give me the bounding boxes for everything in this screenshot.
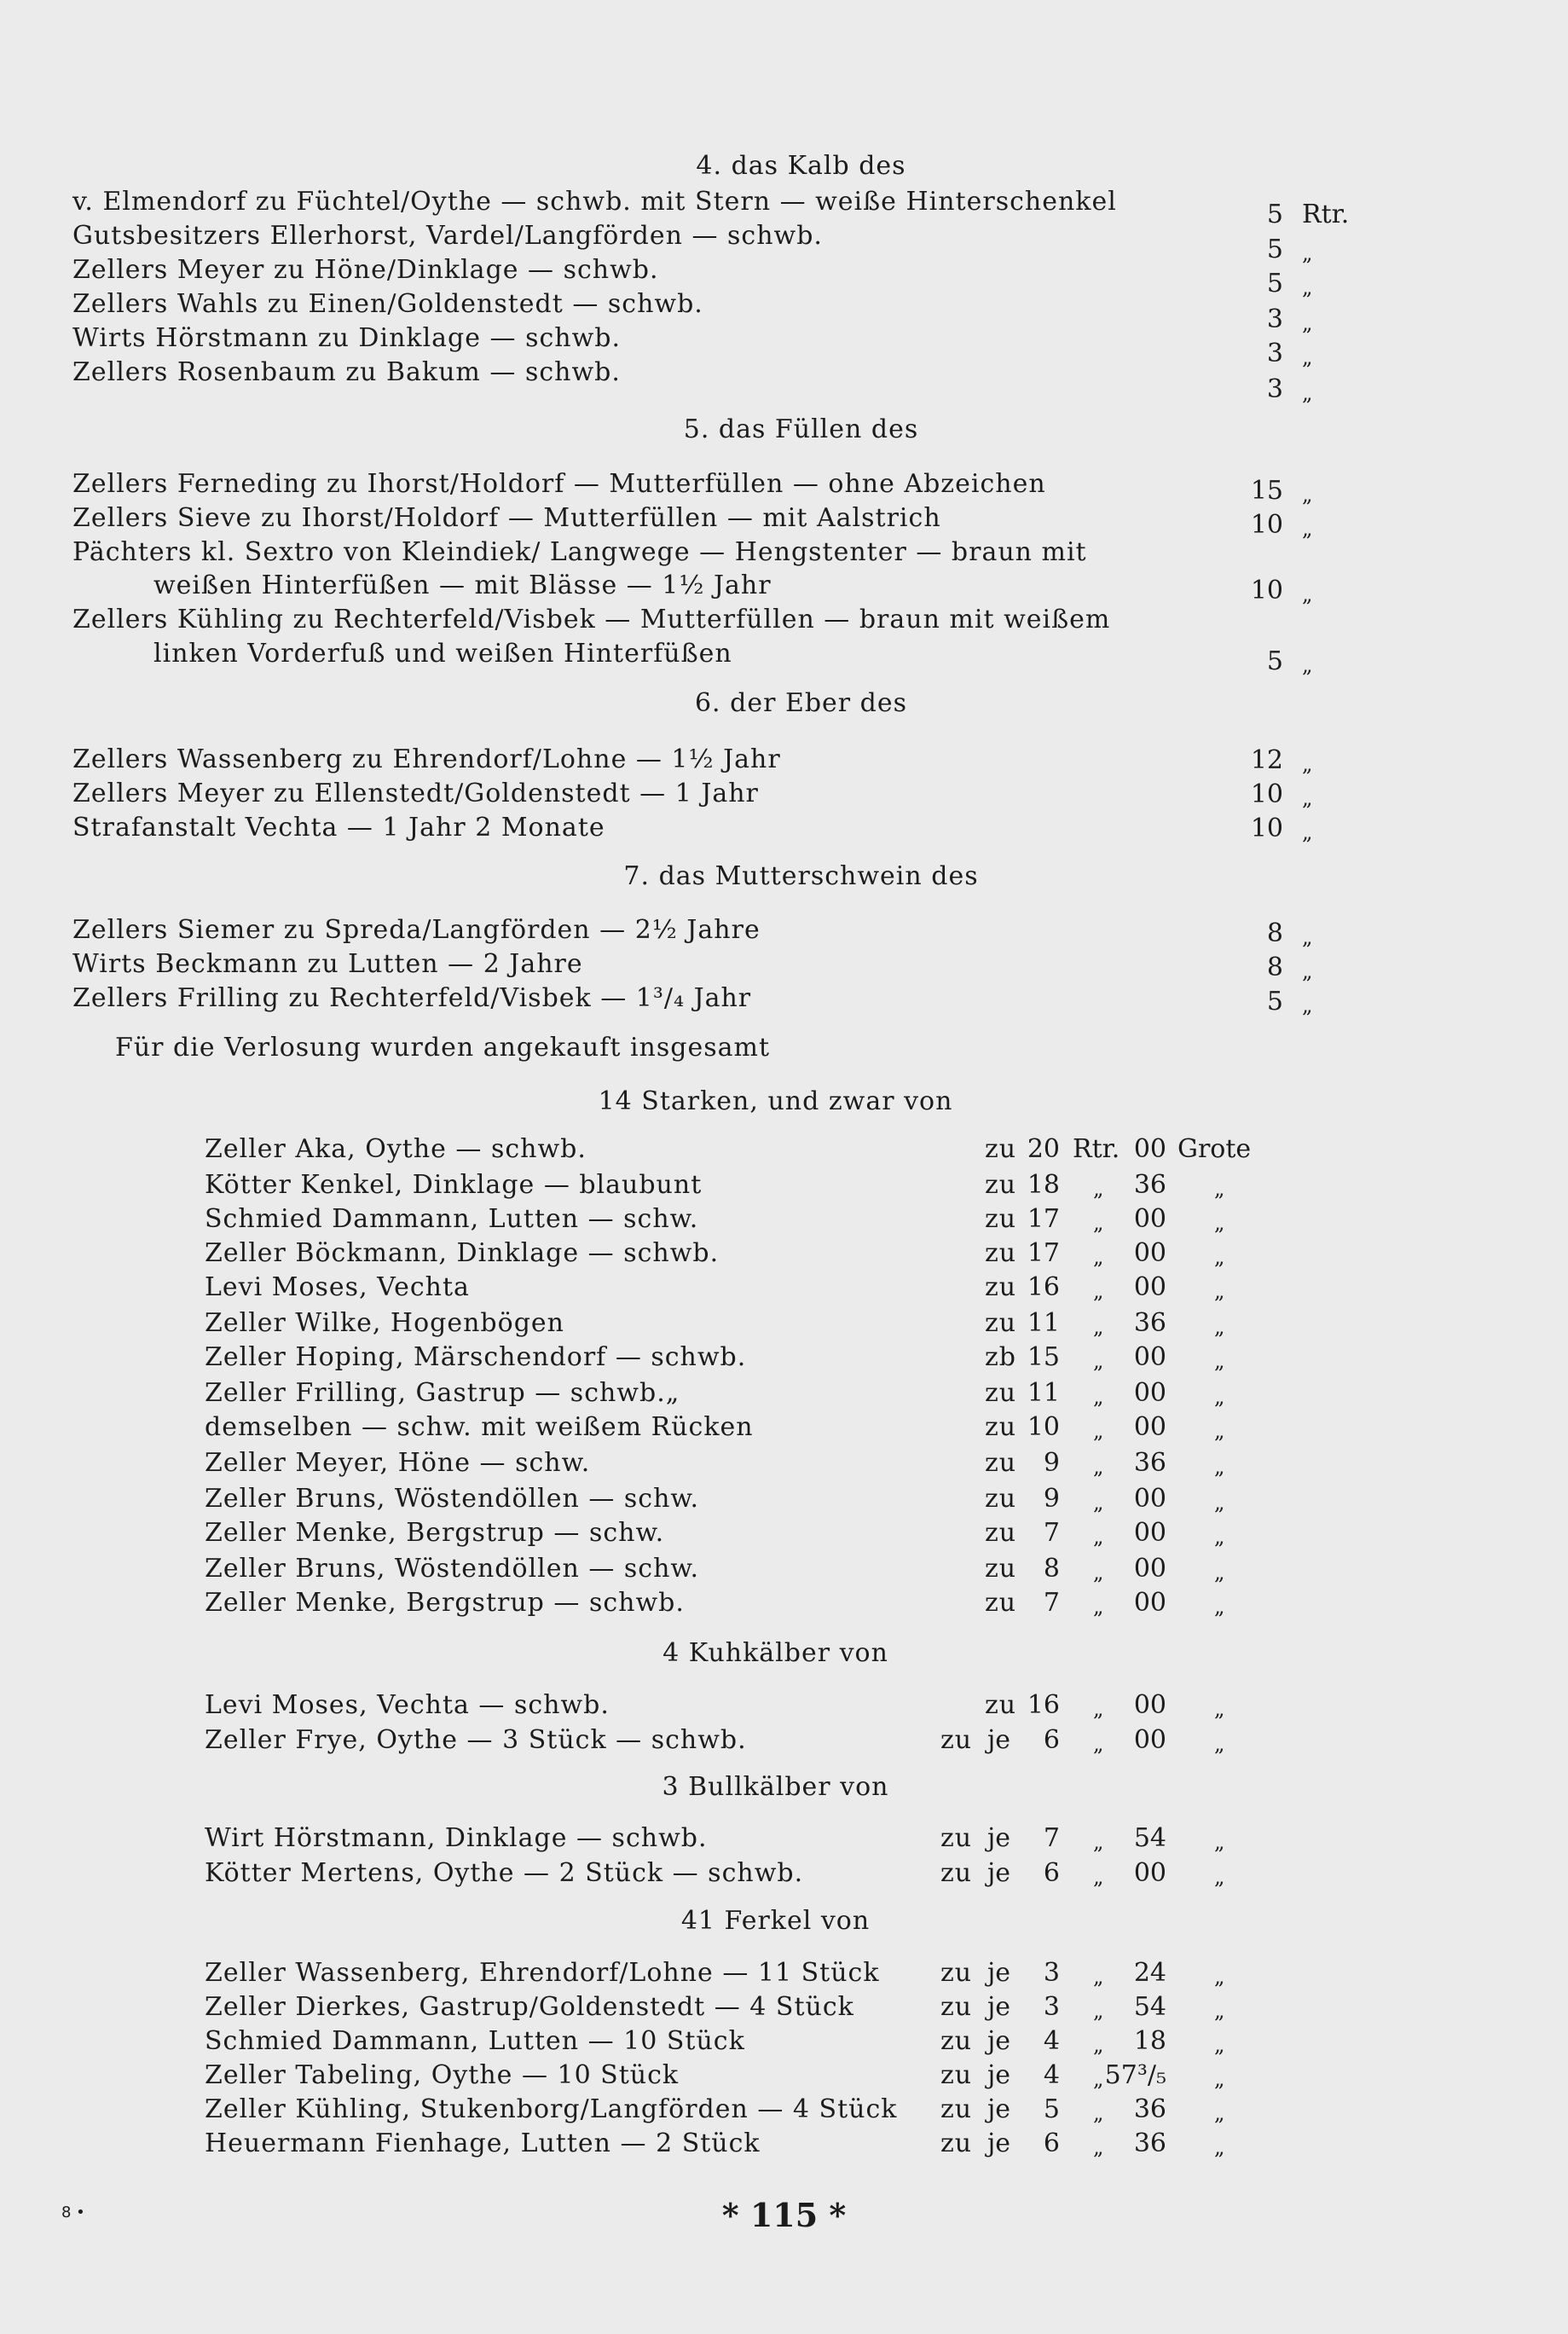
entry-value: 8 <box>1266 918 1283 948</box>
price-reichstaler: 8 <box>1043 1554 1060 1584</box>
section-heading: 4. das Kalb des <box>696 151 906 181</box>
intro-text: Für die Verlosung wurden angekauft insgesamt <box>115 1033 770 1063</box>
price-reichstaler-unit: „ <box>1093 1697 1104 1721</box>
price-prefix: zu <box>985 1204 1017 1234</box>
price-reichstaler: 16 <box>1027 1272 1060 1302</box>
entry-unit: „ <box>1302 993 1313 1017</box>
purchase-entry <box>205 1132 1296 1167</box>
entry-continuation: linken Vorderfuß und weißen Hinterfüßen <box>153 639 732 669</box>
prize-entry <box>72 185 1370 229</box>
price-grote-unit: „ <box>1214 1595 1225 1619</box>
entry-unit: „ <box>1302 483 1313 507</box>
price-grote-unit: „ <box>1214 2135 1225 2159</box>
price-reichstaler: 9 <box>1043 1448 1060 1478</box>
price-reichstaler-unit: „ <box>1093 1732 1104 1756</box>
price-grote: 00 <box>1133 1554 1166 1584</box>
price-prefix: zu <box>985 1412 1017 1442</box>
entry-value: 10 <box>1250 576 1283 605</box>
price-prefix: zu <box>940 1858 973 1888</box>
entry-text: Zellers Meyer zu Ellenstedt/Goldenstedt — 1 Jahr <box>72 779 759 808</box>
purchase-entry <box>205 2093 1296 2127</box>
price-reichstaler: 3 <box>1043 1992 1060 2022</box>
price-grote: 54 <box>1133 1823 1166 1853</box>
price-reichstaler-unit: „ <box>1093 1419 1104 1443</box>
price-reichstaler: 16 <box>1027 1690 1060 1720</box>
entry-unit: „ <box>1302 786 1313 810</box>
price-reichstaler: 17 <box>1027 1238 1060 1268</box>
price-reichstaler: 7 <box>1043 1588 1060 1618</box>
entry-value: 5 <box>1266 646 1283 676</box>
price-reichstaler-unit: „ <box>1093 2101 1104 2125</box>
entry-text: Zeller Frye, Oythe — 3 Stück — schwb. <box>205 1725 747 1755</box>
entry-text: Schmied Dammann, Lutten — schw. <box>205 1204 699 1234</box>
entry-text: Gutsbesitzers Ellerhorst, Vardel/Langförden — schwb. <box>72 221 823 251</box>
price-reichstaler-unit: „ <box>1093 2067 1104 2091</box>
price-grote: 36 <box>1133 1448 1166 1478</box>
entry-value: 5 <box>1266 235 1283 264</box>
price-prefix: zu <box>940 1823 973 1853</box>
price-each: je <box>987 2128 1011 2158</box>
purchase-entry <box>205 1516 1296 1550</box>
entry-unit: „ <box>1302 517 1313 541</box>
purchase-entry <box>205 1586 1296 1620</box>
purchase-entry <box>205 1410 1296 1445</box>
price-prefix: zu <box>985 1238 1017 1268</box>
purchase-entry <box>205 1306 1296 1341</box>
entry-unit: „ <box>1302 925 1313 949</box>
prize-entry <box>72 777 1370 811</box>
entry-value: 5 <box>1266 987 1283 1016</box>
price-each: je <box>987 1858 1011 1888</box>
price-prefix: zu <box>985 1308 1017 1338</box>
price-reichstaler: 10 <box>1027 1412 1060 1442</box>
entry-value: 10 <box>1250 814 1283 843</box>
price-reichstaler-unit: „ <box>1093 1595 1104 1619</box>
price-reichstaler: 3 <box>1043 1958 1060 1988</box>
price-grote-unit: „ <box>1214 1315 1225 1339</box>
price-grote-unit: „ <box>1214 1279 1225 1303</box>
entry-unit: „ <box>1302 241 1313 265</box>
entry-text: Zeller Kühling, Stukenborg/Langförden — 4 Stück <box>205 2094 898 2124</box>
price-prefix: zu <box>985 1170 1017 1200</box>
entry-text: Zeller Bruns, Wöstendöllen — schw. <box>205 1484 700 1514</box>
price-grote: 00 <box>1133 1484 1166 1514</box>
price-grote: 36 <box>1133 1308 1166 1338</box>
price-each: je <box>987 1725 1011 1755</box>
entry-unit: „ <box>1302 381 1313 405</box>
section-heading: 7. das Mutterschwein des <box>623 861 979 891</box>
price-reichstaler-unit: „ <box>1093 1177 1104 1201</box>
purchase-heading: 41 Ferkel von <box>680 1906 871 1936</box>
price-reichstaler: 15 <box>1027 1342 1060 1372</box>
price-reichstaler: 5 <box>1043 2094 1060 2124</box>
price-prefix: zu <box>985 1484 1017 1514</box>
price-reichstaler-unit: „ <box>1093 1965 1104 1989</box>
price-grote: 36 <box>1133 1170 1166 1200</box>
price-reichstaler: 4 <box>1043 2026 1060 2056</box>
price-each: je <box>987 1992 1011 2022</box>
price-grote-unit: „ <box>1214 1830 1225 1854</box>
price-prefix: zu <box>940 1725 973 1755</box>
price-reichstaler: 4 <box>1043 2060 1060 2090</box>
entry-text: Zeller Dierkes, Gastrup/Goldenstedt — 4 Stück <box>205 1992 854 2022</box>
price-reichstaler: 11 <box>1027 1308 1060 1338</box>
price-reichstaler-unit: „ <box>1093 1830 1104 1854</box>
price-reichstaler: 17 <box>1027 1204 1060 1234</box>
entry-text: Wirts Hörstmann zu Dinklage — schwb. <box>72 323 622 353</box>
purchase-entry <box>205 2024 1296 2059</box>
entry-text: Zeller Meyer, Höne — schw. <box>205 1448 591 1478</box>
price-grote-unit: „ <box>1214 2101 1225 2125</box>
purchase-entry <box>205 1482 1296 1516</box>
price-reichstaler-unit: „ <box>1093 1385 1104 1409</box>
prize-entry <box>72 253 1370 299</box>
price-reichstaler: 20 <box>1027 1134 1060 1164</box>
entry-value: 3 <box>1266 374 1283 404</box>
price-reichstaler: 9 <box>1043 1484 1060 1514</box>
price-reichstaler-unit: „ <box>1093 1865 1104 1889</box>
entry-text: Heuermann Fienhage, Lutten — 2 Stück <box>205 2128 761 2158</box>
price-grote-unit: „ <box>1214 1177 1225 1201</box>
entry-unit: „ <box>1302 345 1313 369</box>
prize-entry <box>72 219 1370 265</box>
price-reichstaler-unit: „ <box>1093 1245 1104 1269</box>
price-grote-unit: „ <box>1214 1349 1225 1373</box>
entry-text: Zeller Menke, Bergstrup — schw. <box>205 1518 665 1548</box>
price-grote: 00 <box>1133 1272 1166 1302</box>
entry-text: Schmied Dammann, Lutten — 10 Stück <box>205 2026 745 2056</box>
price-grote: 36 <box>1133 2128 1166 2158</box>
purchase-entry <box>205 2059 1296 2093</box>
price-grote: 00 <box>1133 1588 1166 1618</box>
entry-unit: „ <box>1302 582 1313 606</box>
entry-text: Zellers Meyer zu Höne/Dinklage — schwb. <box>72 255 659 285</box>
purchase-entry <box>205 2127 1296 2161</box>
entry-value: 8 <box>1266 953 1283 982</box>
price-prefix: zb <box>985 1342 1017 1372</box>
purchase-entry <box>205 1723 1296 1758</box>
price-grote-unit: „ <box>1214 1211 1225 1235</box>
price-grote: 18 <box>1133 2026 1166 2056</box>
purchase-heading: 4 Kuhkälber von <box>662 1638 888 1668</box>
entry-text: demselben — schw. mit weißem Rücken <box>205 1412 754 1442</box>
price-grote-unit: „ <box>1214 2033 1225 2057</box>
price-reichstaler-unit: „ <box>1093 1315 1104 1339</box>
entry-text: Zeller Böckmann, Dinklage — schwb. <box>205 1238 720 1268</box>
price-grote: 00 <box>1133 1858 1166 1888</box>
section-heading: 5. das Füllen des <box>683 414 919 444</box>
price-prefix: zu <box>985 1588 1017 1618</box>
price-reichstaler-unit: „ <box>1093 1211 1104 1235</box>
entry-text: Zeller Frilling, Gastrup — schwb.„ <box>205 1378 680 1408</box>
entry-text: Zeller Wassenberg, Ehrendorf/Lohne — 11 Stück <box>205 1958 880 1988</box>
sheet-signature: 8 • <box>61 2204 85 2221</box>
purchase-entry <box>205 1990 1296 2024</box>
purchase-entry <box>205 1856 1296 1891</box>
price-reichstaler: 7 <box>1043 1823 1060 1853</box>
price-grote-unit: „ <box>1214 1697 1225 1721</box>
price-prefix: zu <box>985 1690 1017 1720</box>
price-prefix: zu <box>985 1378 1017 1408</box>
prize-entry <box>72 501 1370 541</box>
price-grote: 54 <box>1133 1992 1166 2022</box>
entry-text: Zeller Tabeling, Oythe — 10 Stück <box>205 2060 680 2090</box>
price-grote: 00 <box>1133 1342 1166 1372</box>
price-each: je <box>987 2094 1011 2124</box>
price-grote-unit: „ <box>1214 1419 1225 1443</box>
prize-entry <box>72 947 1370 982</box>
price-reichstaler-unit: „ <box>1093 1491 1104 1514</box>
prize-entry <box>72 603 1370 677</box>
entry-text: Wirts Beckmann zu Lutten — 2 Jahre <box>72 949 583 979</box>
prize-entry <box>72 811 1370 845</box>
price-grote: 00 <box>1133 1238 1166 1268</box>
entry-continuation: weißen Hinterfüßen — mit Blässe — 1½ Jahr <box>153 570 772 600</box>
price-grote-unit: „ <box>1214 1525 1225 1549</box>
entry-text: Kötter Kenkel, Dinklage — blaubunt <box>205 1170 703 1200</box>
entry-text: Zeller Menke, Bergstrup — schwb. <box>205 1588 685 1618</box>
entry-text: Zellers Kühling zu Rechterfeld/Visbek — Mutterfüllen — braun mit weißem <box>72 605 1111 634</box>
price-reichstaler: 6 <box>1043 2128 1060 2158</box>
prize-entry <box>72 356 1370 405</box>
section-heading: 6. der Eber des <box>694 688 908 718</box>
prize-entry <box>72 982 1370 1016</box>
price-grote-unit: „ <box>1214 1965 1225 1989</box>
price-grote: 00 <box>1133 1725 1166 1755</box>
purchase-entry <box>205 1956 1296 1990</box>
entry-unit: Rtr. <box>1302 200 1350 229</box>
entry-unit: „ <box>1302 752 1313 776</box>
entry-text: Levi Moses, Vechta <box>205 1272 470 1302</box>
entry-value: 10 <box>1250 779 1283 809</box>
price-reichstaler-unit: „ <box>1093 1999 1104 2023</box>
price-prefix: zu <box>940 1992 973 2022</box>
entry-value: 15 <box>1250 476 1283 506</box>
entry-text: Kötter Mertens, Oythe — 2 Stück — schwb. <box>205 1858 804 1888</box>
entry-value: 10 <box>1250 510 1283 540</box>
entry-text: Zellers Frilling zu Rechterfeld/Visbek — 1³/₄ Jahr <box>72 983 752 1013</box>
price-grote: 00 <box>1133 1378 1166 1408</box>
price-reichstaler: 6 <box>1043 1858 1060 1888</box>
entry-unit: „ <box>1302 820 1313 844</box>
entry-text: Strafanstalt Vechta — 1 Jahr 2 Monate <box>72 813 605 843</box>
price-prefix: zu <box>940 2094 973 2124</box>
price-reichstaler-unit: „ <box>1093 1525 1104 1549</box>
price-prefix: zu <box>985 1448 1017 1478</box>
purchase-entry <box>205 1821 1296 1856</box>
price-prefix: zu <box>985 1554 1017 1584</box>
price-reichstaler-unit: „ <box>1093 1279 1104 1303</box>
entry-text: Levi Moses, Vechta — schwb. <box>205 1690 610 1720</box>
purchase-entry <box>205 1376 1296 1410</box>
entry-text: Zellers Siemer zu Spreda/Langförden — 2½ Jahre <box>72 915 761 945</box>
entry-text: Zellers Sieve zu Ihorst/Holdorf — Mutterfüllen — mit Aalstrich <box>72 503 941 533</box>
price-prefix: zu <box>985 1272 1017 1302</box>
entry-value: 3 <box>1266 304 1283 334</box>
page-number: * 115 * <box>721 2196 847 2234</box>
entry-text: Zeller Wilke, Hogenbögen <box>205 1308 564 1338</box>
price-reichstaler: 18 <box>1027 1170 1060 1200</box>
entry-text: Zeller Aka, Oythe — schwb. <box>205 1134 587 1164</box>
prize-entry <box>72 536 1370 606</box>
prize-entry <box>72 913 1370 947</box>
price-reichstaler-unit: „ <box>1093 2033 1104 2057</box>
prize-entry <box>72 467 1370 507</box>
entry-value: 5 <box>1266 200 1283 229</box>
price-reichstaler: 6 <box>1043 1725 1060 1755</box>
price-reichstaler: 11 <box>1027 1378 1060 1408</box>
price-prefix: zu <box>940 2026 973 2056</box>
purchase-entry <box>205 1202 1296 1236</box>
price-each: je <box>987 2026 1011 2056</box>
entry-unit: „ <box>1302 311 1313 335</box>
entry-text: Zellers Wassenberg zu Ehrendorf/Lohne — 1½ Jahr <box>72 744 781 774</box>
entry-text: Zeller Hoping, Märschendorf — schwb. <box>205 1342 747 1372</box>
entry-text: Wirt Hörstmann, Dinklage — schwb. <box>205 1823 708 1853</box>
price-grote-unit: „ <box>1214 1999 1225 2023</box>
prize-entry <box>72 321 1370 369</box>
price-grote: 00 <box>1133 1690 1166 1720</box>
entry-value: 5 <box>1266 269 1283 298</box>
price-reichstaler-unit: „ <box>1093 2135 1104 2159</box>
price-prefix: zu <box>985 1518 1017 1548</box>
price-prefix: zu <box>940 1958 973 1988</box>
entry-value: 3 <box>1266 339 1283 368</box>
price-each: je <box>987 1823 1011 1853</box>
entry-unit: „ <box>1302 653 1313 677</box>
purchase-entry <box>205 1341 1296 1375</box>
price-grote-unit: „ <box>1214 1732 1225 1756</box>
price-grote: 36 <box>1133 2094 1166 2124</box>
price-grote-unit: „ <box>1214 1385 1225 1409</box>
entry-text: Zellers Rosenbaum zu Bakum — schwb. <box>72 357 621 387</box>
entry-text: Zellers Ferneding zu Ihorst/Holdorf — Mutterfüllen — ohne Abzeichen <box>72 469 1046 499</box>
purchase-heading: 3 Bullkälber von <box>662 1772 889 1802</box>
entry-value: 12 <box>1250 745 1283 775</box>
price-prefix: zu <box>940 2128 973 2158</box>
price-grote-unit: „ <box>1214 1245 1225 1269</box>
purchase-entry <box>205 1688 1296 1723</box>
price-reichstaler-unit: „ <box>1093 1561 1104 1584</box>
entry-text: Zellers Wahls zu Einen/Goldenstedt — schwb. <box>72 289 703 319</box>
price-reichstaler: 7 <box>1043 1518 1060 1548</box>
price-grote-unit: „ <box>1214 1865 1225 1889</box>
price-grote: 00 <box>1133 1204 1166 1234</box>
price-each: je <box>987 1958 1011 1988</box>
price-grote-unit: „ <box>1214 1455 1225 1479</box>
price-grote: 00 <box>1133 1412 1166 1442</box>
entry-unit: „ <box>1302 959 1313 983</box>
entry-text: Pächters kl. Sextro von Kleindiek/ Langwege — Hengstenter — braun mit <box>72 537 1087 567</box>
purchase-entry <box>205 1446 1296 1480</box>
entry-unit: „ <box>1302 275 1313 299</box>
price-each: je <box>987 2060 1011 2090</box>
price-grote-unit: „ <box>1214 1561 1225 1584</box>
price-reichstaler-unit: „ <box>1093 1349 1104 1373</box>
purchase-entry <box>205 1552 1296 1586</box>
price-prefix: zu <box>940 2060 973 2090</box>
price-grote: 00 <box>1133 1518 1166 1548</box>
prize-entry <box>72 287 1370 335</box>
prize-entry <box>72 743 1370 777</box>
purchase-entry <box>205 1168 1296 1202</box>
price-grote-unit: „ <box>1214 2067 1225 2091</box>
entry-text: v. Elmendorf zu Füchtel/Oythe — schwb. mit Stern — weiße Hinterschenkel <box>72 187 1117 217</box>
purchase-entry <box>205 1236 1296 1271</box>
purchase-heading: 14 Starken, und zwar von <box>598 1086 953 1116</box>
entry-text: Zeller Bruns, Wöstendöllen — schw. <box>205 1554 700 1584</box>
price-grote-unit: Grote <box>1177 1134 1252 1164</box>
price-grote: 57³/₅ <box>1104 2060 1166 2090</box>
price-grote: 24 <box>1133 1958 1166 1988</box>
price-reichstaler-unit: „ <box>1093 1455 1104 1479</box>
price-grote: 00 <box>1133 1134 1166 1164</box>
price-grote-unit: „ <box>1214 1491 1225 1514</box>
price-prefix: zu <box>985 1134 1017 1164</box>
price-reichstaler-unit: Rtr. <box>1073 1134 1120 1164</box>
purchase-entry <box>205 1271 1296 1305</box>
